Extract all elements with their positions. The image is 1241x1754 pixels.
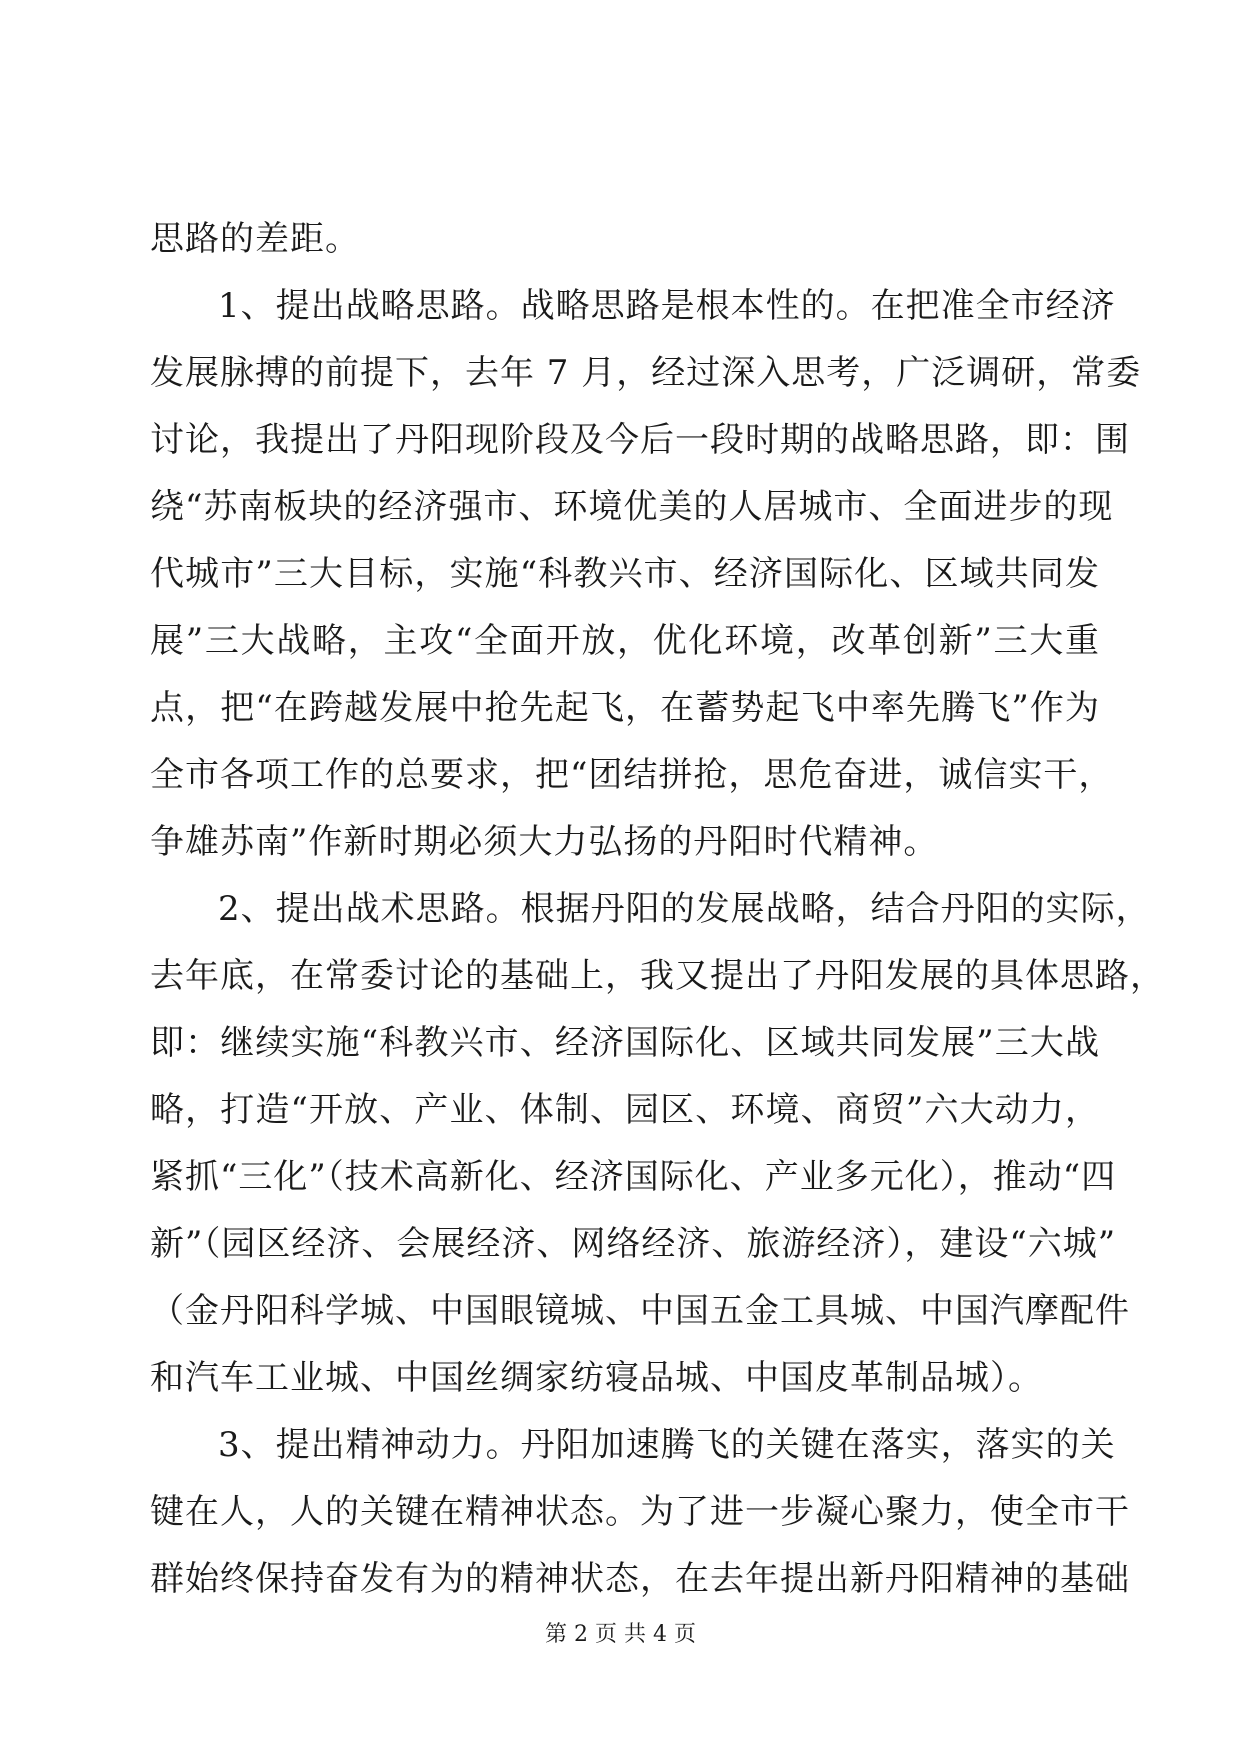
text-line: 争雄苏南”作新时期必须大力弘扬的丹阳时代精神。: [150, 822, 939, 862]
text-line: 全市各项工作的总要求，把“团结拼抢，思危奋进，诚信实干，: [150, 755, 1114, 795]
text-line: 群始终保持奋发有为的精神状态，在去年提出新丹阳精神的基础: [150, 1559, 1130, 1599]
text-line: 绕“苏南板块的经济强市、环境优美的人居城市、全面进步的现: [150, 487, 1114, 527]
text-line: 去年底，在常委讨论的基础上，我又提出了丹阳发展的具体思路，: [150, 956, 1165, 996]
text-line: 讨论，我提出了丹阳现阶段及今后一段时期的战略思路，即：围: [150, 420, 1130, 460]
text-line: 键在人，人的关键在精神状态。为了进一步凝心聚力，使全市干: [150, 1492, 1130, 1532]
text-line: 新”（园区经济、会展经济、网络经济、旅游经济），建设“六城”: [150, 1224, 1117, 1264]
page-number-label: 第 2 页 共 4 页: [545, 1622, 696, 1647]
text-line: 略，打造“开放、产业、体制、园区、环境、商贸”六大动力，: [150, 1090, 1100, 1130]
text-line: 即：继续实施“科教兴市、经济国际化、区域共同发展”三大战: [150, 1023, 1100, 1063]
text-line: 和汽车工业城、中国丝绸家纺寝品城、中国皮革制品城）。: [150, 1358, 1043, 1398]
text-line: （金丹阳科学城、中国眼镜城、中国五金工具城、中国汽摩配件: [150, 1291, 1130, 1331]
text-line: 3、提出精神动力。丹阳加速腾飞的关键在落实，落实的关: [218, 1425, 1116, 1465]
text-line: 紧抓“三化”（技术高新化、经济国际化、产业多元化），推动“四: [150, 1157, 1117, 1197]
text-line: 代城市”三大目标，实施“科教兴市、经济国际化、区域共同发: [150, 554, 1100, 594]
text-line: 思路的差距。: [150, 219, 360, 259]
body-text: [150, 206, 1165, 1613]
text-line: 发展脉搏的前提下，去年 7 月，经过深入思考，广泛调研，常委: [150, 353, 1142, 393]
text-line: 点，把“在跨越发展中抢先起飞，在蓄势起飞中率先腾飞”作为: [150, 688, 1100, 728]
text-line: 2、提出战术思路。根据丹阳的发展战略，结合丹阳的实际，: [218, 889, 1151, 929]
text-line: 展”三大战略，主攻“全面开放，优化环境，改革创新”三大重: [150, 621, 1100, 661]
text-line: 1、提出战略思路。战略思路是根本性的。在把准全市经济: [218, 286, 1116, 326]
page-footer: [0, 1617, 1241, 1648]
